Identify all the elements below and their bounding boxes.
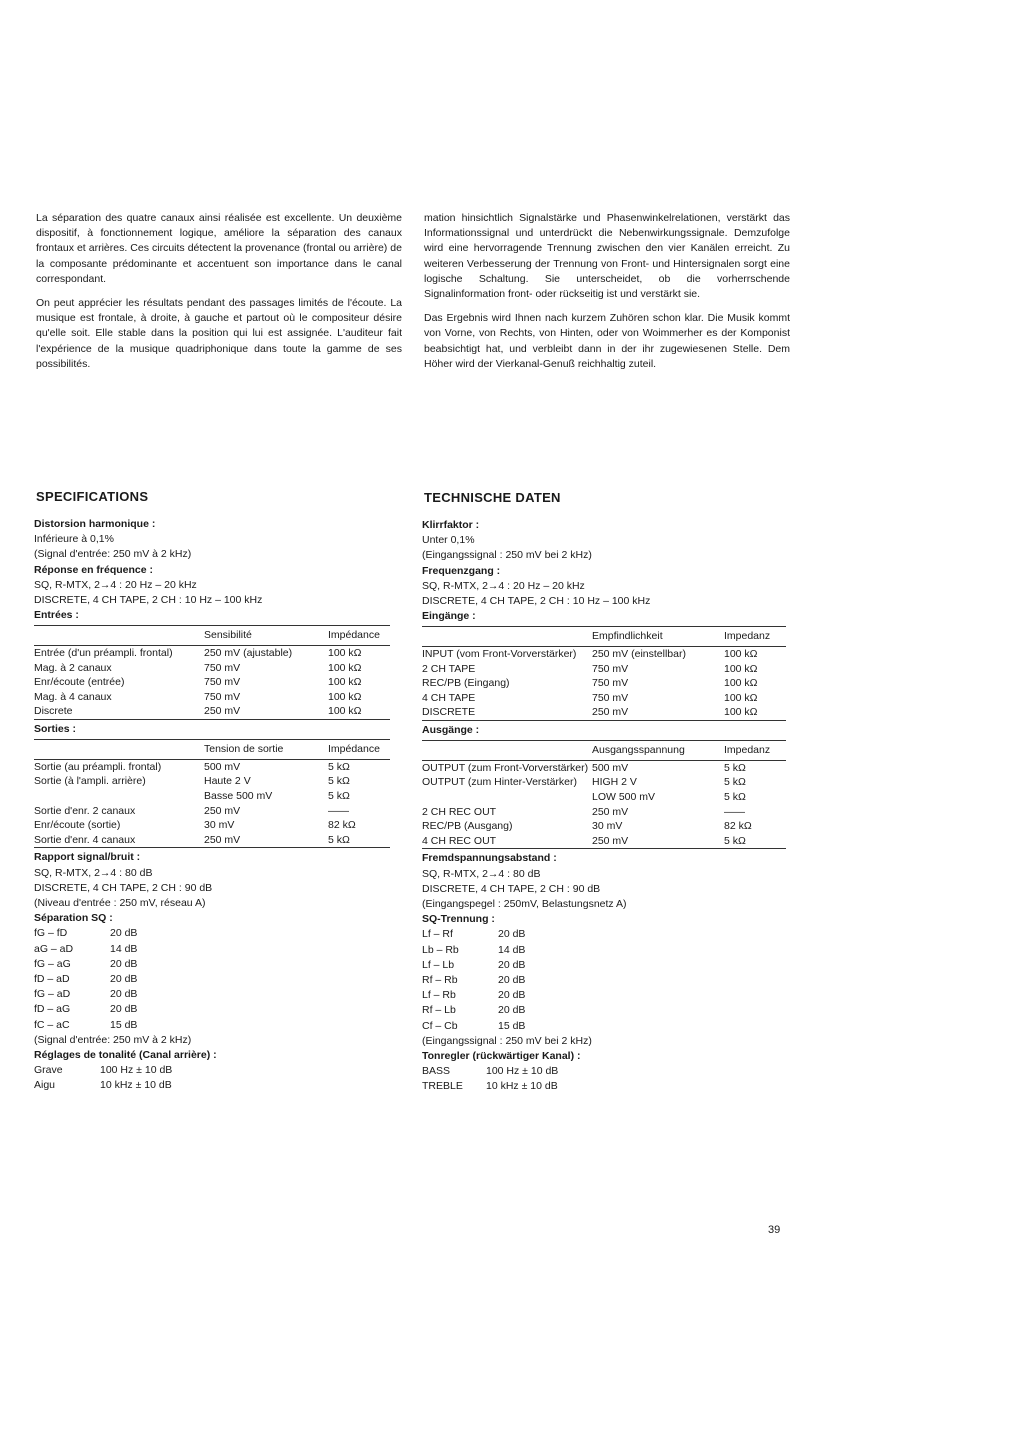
- cell: INPUT (vom Front-Vorverstärker): [422, 648, 577, 661]
- sep-pair: fG – aG: [34, 957, 71, 970]
- sep-label: Séparation SQ :: [34, 912, 113, 925]
- table-row: [422, 775, 786, 790]
- sep-pair: Cf – Cb: [422, 1019, 458, 1032]
- sep-label: SQ-Trennung :: [422, 913, 495, 926]
- list-item: [422, 927, 788, 942]
- sep-note: (Signal d'entrée: 250 mV à 2 kHz): [34, 1033, 192, 1046]
- table-row: [34, 704, 390, 719]
- cell: 750 mV: [204, 690, 241, 703]
- list-item: [422, 1019, 788, 1034]
- cell: 4 CH TAPE: [422, 691, 476, 704]
- snr-note: (Eingangspegel : 250mV, Belastungsnetz A): [422, 897, 627, 910]
- table-row: [34, 690, 390, 705]
- cell: ——: [724, 805, 745, 818]
- cell: 250 mV: [204, 804, 241, 817]
- freq-line-1: SQ, R-MTX, 2→4 : 20 Hz – 20 kHz: [422, 579, 585, 592]
- outputs-header-voltage: Ausgangsspannung: [592, 741, 724, 761]
- inputs-label: Eingänge :: [422, 610, 476, 623]
- sep-pair: fG – aD: [34, 988, 71, 1001]
- table-row: [422, 676, 786, 691]
- table-row: [34, 646, 390, 661]
- cell: 2 CH TAPE: [422, 662, 476, 675]
- inputs-header-impedance: Impédance: [328, 626, 390, 646]
- cell: 250 mV: [592, 706, 629, 719]
- table-row: [422, 790, 786, 805]
- sep-value: 14 dB: [498, 943, 526, 956]
- sep-pair: Rf – Rb: [422, 973, 458, 986]
- thd-note: (Eingangssignal : 250 mV bei 2 kHz): [422, 549, 592, 562]
- cell: 5 kΩ: [328, 833, 350, 846]
- cell: 5 kΩ: [328, 760, 350, 773]
- freq-line-2: DISCRETE, 4 CH TAPE, 2 CH : 10 Hz – 100 kHz: [422, 595, 651, 608]
- table-row: [422, 760, 786, 775]
- cell: REC/PB (Ausgang): [422, 820, 513, 833]
- cell: 250 mV (ajustable): [204, 647, 293, 660]
- cell: 500 mV: [204, 760, 241, 773]
- thd-value: Inférieure à 0,1%: [34, 533, 114, 546]
- inputs-header-sensitivity: Empfindlichkeit: [592, 627, 724, 647]
- sep-value: 20 dB: [110, 957, 138, 970]
- cell: 750 mV: [204, 661, 241, 674]
- snr-line-2: DISCRETE, 4 CH TAPE, 2 CH : 90 dB: [422, 882, 601, 895]
- sep-value: 20 dB: [110, 988, 138, 1001]
- table-row: [34, 833, 390, 848]
- cell: DISCRETE: [422, 706, 476, 719]
- outputs-table: [422, 740, 786, 849]
- thd-note: (Signal d'entrée: 250 mV à 2 kHz): [34, 548, 192, 561]
- tone-value: 10 kHz ± 10 dB: [100, 1079, 172, 1092]
- sep-pair: Lb – Rb: [422, 943, 459, 956]
- tone-value: 100 Hz ± 10 dB: [486, 1065, 559, 1078]
- cell: Enr/écoute (sortie): [34, 819, 121, 832]
- cell: 82 kΩ: [724, 820, 752, 833]
- tone-value: 100 Hz ± 10 dB: [100, 1064, 173, 1077]
- cell: Sortie (à l'ampli. arrière): [34, 775, 146, 788]
- table-row: [422, 805, 786, 820]
- cell: LOW 500 mV: [592, 790, 656, 803]
- tone-name: TREBLE: [422, 1080, 463, 1093]
- spec-fr-title: SPECIFICATIONS: [36, 489, 149, 504]
- sep-value: 20 dB: [498, 958, 526, 971]
- cell: 250 mV: [592, 834, 629, 847]
- cell: 82 kΩ: [328, 819, 356, 832]
- sep-pair: Rf – Lb: [422, 1004, 456, 1017]
- cell: Sortie d'enr. 4 canaux: [34, 833, 136, 846]
- list-item: [34, 1002, 396, 1017]
- table-row: [422, 705, 786, 720]
- cell: 30 mV: [592, 820, 623, 833]
- cell: OUTPUT (zum Hinter-Verstärker): [422, 776, 577, 789]
- cell: Sortie d'enr. 2 canaux: [34, 804, 136, 817]
- table-row: [422, 647, 786, 662]
- cell: 4 CH REC OUT: [422, 834, 497, 847]
- cell: Haute 2 V: [204, 775, 251, 788]
- cell: OUTPUT (zum Front-Vorverstärker): [422, 761, 589, 774]
- sep-value: 20 dB: [110, 972, 138, 985]
- sep-note: (Eingangssignal : 250 mV bei 2 kHz): [422, 1034, 592, 1047]
- outputs-label: Ausgänge :: [422, 723, 480, 736]
- intro-german: [424, 211, 790, 381]
- tone-value: 10 kHz ± 10 dB: [486, 1080, 558, 1093]
- cell: 750 mV: [592, 677, 629, 690]
- table-row: [422, 834, 786, 849]
- table-row: [422, 662, 786, 677]
- sep-pair: Lf – Rb: [422, 989, 456, 1002]
- table-row: [34, 661, 390, 676]
- cell: 750 mV: [592, 691, 629, 704]
- cell: 5 kΩ: [328, 789, 350, 802]
- list-item: [34, 942, 396, 957]
- inputs-header-blank: [34, 626, 204, 646]
- thd-value: Unter 0,1%: [422, 534, 475, 547]
- table-row: [34, 774, 390, 789]
- cell: 5 kΩ: [724, 790, 746, 803]
- intro-de-para-2: Das Ergebnis wird Ihnen nach kurzem Zuhören schon klar. Die Musik kommt von Vorne, von Rechts, von Hinten, oder von Woimmerher es der Komponist beabsichtigt hat, und verbleibt dann in der ihr zugewiesenen Stelle. Dem Höher wird der Vierkanal-Genuß reichhaltig zuteil.: [424, 312, 790, 370]
- tone-label: Réglages de tonalité (Canal arrière) :: [34, 1048, 217, 1061]
- tone-name: Aigu: [34, 1079, 56, 1092]
- cell: 100 kΩ: [328, 705, 362, 718]
- snr-line-1: SQ, R-MTX, 2→4 : 80 dB: [34, 866, 153, 879]
- tone-name: Grave: [34, 1064, 63, 1077]
- inputs-header-sensitivity: Sensibilité: [204, 626, 328, 646]
- cell: 5 kΩ: [724, 761, 746, 774]
- sep-value: 15 dB: [498, 1019, 526, 1032]
- inputs-label: Entrées :: [34, 609, 79, 622]
- spec-de-block: [422, 518, 788, 1095]
- outputs-table: [34, 739, 390, 848]
- cell: [422, 790, 592, 805]
- sep-value: 14 dB: [110, 942, 138, 955]
- sep-value: 20 dB: [498, 989, 526, 1002]
- cell: 100 kΩ: [328, 661, 362, 674]
- cell: 5 kΩ: [724, 776, 746, 789]
- cell: 5 kΩ: [724, 834, 746, 847]
- inputs-table: [422, 626, 786, 721]
- list-item: [422, 1003, 788, 1018]
- list-item: [34, 972, 396, 987]
- table-row: [34, 789, 390, 804]
- cell: 250 mV: [592, 805, 629, 818]
- sep-pair: fD – aG: [34, 1003, 71, 1016]
- sep-pair: Lf – Rf: [422, 928, 453, 941]
- cell: 100 kΩ: [724, 662, 758, 675]
- freq-label: Réponse en fréquence :: [34, 563, 154, 576]
- freq-label: Frequenzgang :: [422, 564, 501, 577]
- sep-value: 20 dB: [498, 928, 526, 941]
- list-item: [34, 957, 396, 972]
- table-row: [34, 818, 390, 833]
- cell: 2 CH REC OUT: [422, 805, 497, 818]
- table-row: [34, 804, 390, 819]
- freq-line-1: SQ, R-MTX, 2→4 : 20 Hz – 20 kHz: [34, 578, 197, 591]
- outputs-header-blank: [422, 741, 592, 761]
- sep-pair: Lf – Lb: [422, 958, 455, 971]
- cell: 100 kΩ: [724, 706, 758, 719]
- cell: [34, 789, 204, 804]
- list-item: [422, 988, 788, 1003]
- cell: 250 mV: [204, 705, 241, 718]
- list-item: [422, 1079, 788, 1094]
- sep-value: 20 dB: [498, 973, 526, 986]
- thd-label: Klirrfaktor :: [422, 519, 480, 531]
- freq-line-2: DISCRETE, 4 CH TAPE, 2 CH : 10 Hz – 100 kHz: [34, 594, 263, 607]
- cell: Entrée (d'un préampli. frontal): [34, 647, 173, 660]
- list-item: [34, 1078, 396, 1093]
- outputs-header-impedance: Impedanz: [724, 741, 786, 761]
- tone-label: Tonregler (rückwärtiger Kanal) :: [422, 1049, 581, 1062]
- cell: Discrete: [34, 705, 73, 718]
- sep-pair: fG – fD: [34, 927, 68, 940]
- cell: 250 mV: [204, 833, 241, 846]
- list-item: [34, 1018, 396, 1033]
- outputs-header-impedance: Impédance: [328, 740, 390, 760]
- cell: 750 mV: [592, 662, 629, 675]
- table-row: [34, 675, 390, 690]
- cell: REC/PB (Eingang): [422, 677, 510, 690]
- cell: Mag. à 4 canaux: [34, 690, 112, 703]
- table-row: [422, 819, 786, 834]
- list-item: [34, 987, 396, 1002]
- cell: ——: [328, 804, 349, 817]
- intro-fr-para-1: La séparation des quatre canaux ainsi réalisée est excellente. Un deuxième dispositif, à fonctionnement logique, améliore la séparation des canaux frontaux et arrières. Ces circuits détectent la provenance (frontal ou arrière) de la composante prédominante et accentuent son importance dans le canal correspondant.: [36, 212, 402, 285]
- intro-fr-para-2: On peut apprécier les résultats pendant des passages limités de l'écoute. La musique est frontale, à droite, à gauche et partout où le compositeur désire qu'elle soit. Elle stable dans la position qui lui est assignée. L'auditeur fait l'expérience de la musique quadriphonique dans toute la gamme de ses possibilités.: [36, 297, 402, 370]
- cell: Enr/écoute (entrée): [34, 676, 125, 689]
- cell: Basse 500 mV: [204, 789, 273, 802]
- page-number: 39: [768, 1224, 781, 1236]
- snr-label: Rapport signal/bruit :: [34, 851, 141, 864]
- sep-value: 20 dB: [498, 1004, 526, 1017]
- list-item: [422, 973, 788, 988]
- cell: 100 kΩ: [724, 677, 758, 690]
- thd-label: Distorsion harmonique :: [34, 518, 156, 530]
- tone-name: BASS: [422, 1065, 451, 1078]
- sep-pair: fC – aC: [34, 1018, 70, 1031]
- outputs-header-blank: [34, 740, 204, 760]
- spec-de-title: TECHNISCHE DATEN: [424, 490, 561, 505]
- cell: 100 kΩ: [724, 691, 758, 704]
- cell: 250 mV (einstellbar): [592, 648, 686, 661]
- cell: 30 mV: [204, 819, 235, 832]
- cell: 5 kΩ: [328, 775, 350, 788]
- cell: Mag. à 2 canaux: [34, 661, 112, 674]
- intro-french: [36, 211, 402, 381]
- spec-fr-block: [34, 517, 396, 1094]
- outputs-header-voltage: Tension de sortie: [204, 740, 328, 760]
- sep-pair: aG – aD: [34, 942, 74, 955]
- list-item: [422, 1064, 788, 1079]
- cell: 750 mV: [204, 676, 241, 689]
- snr-label: Fremdspannungsabstand :: [422, 852, 557, 865]
- snr-note: (Niveau d'entrée : 250 mV, réseau A): [34, 896, 206, 909]
- cell: 100 kΩ: [724, 648, 758, 661]
- cell: HIGH 2 V: [592, 776, 637, 789]
- outputs-label: Sorties :: [34, 722, 77, 735]
- sep-pair: fD – aD: [34, 972, 70, 985]
- list-item: [34, 926, 396, 941]
- cell: 100 kΩ: [328, 690, 362, 703]
- list-item: [422, 958, 788, 973]
- cell: 100 kΩ: [328, 676, 362, 689]
- list-item: [422, 943, 788, 958]
- sep-value: 15 dB: [110, 1018, 138, 1031]
- snr-line-1: SQ, R-MTX, 2→4 : 80 dB: [422, 867, 541, 880]
- intro-de-para-1: mation hinsichtlich Signalstärke und Phasenwinkelrelationen, verstärkt das Informationssignal und unterdrückt die Nebenwirkungssignale. Demzufolge wird eine hervorragende Trennung zwischen den vier Kanälen erreicht. Zu weiteren Verbesserung der Trennung von Front- und Hintersignalen sorgt eine logische Schaltung. Sie unterscheidet, ob die vorherrschende Signalinformation front- oder rückseitig ist und verstärkt sie.: [424, 212, 790, 301]
- table-row: [34, 759, 390, 774]
- cell: Sortie (au préampli. frontal): [34, 760, 162, 773]
- list-item: [34, 1063, 396, 1078]
- sep-value: 20 dB: [110, 1003, 138, 1016]
- cell: 100 kΩ: [328, 647, 362, 660]
- inputs-header-impedance: Impedanz: [724, 627, 786, 647]
- inputs-table: [34, 625, 390, 720]
- cell: 500 mV: [592, 761, 629, 774]
- snr-line-2: DISCRETE, 4 CH TAPE, 2 CH : 90 dB: [34, 881, 213, 894]
- sep-value: 20 dB: [110, 927, 138, 940]
- table-row: [422, 691, 786, 706]
- inputs-header-blank: [422, 627, 592, 647]
